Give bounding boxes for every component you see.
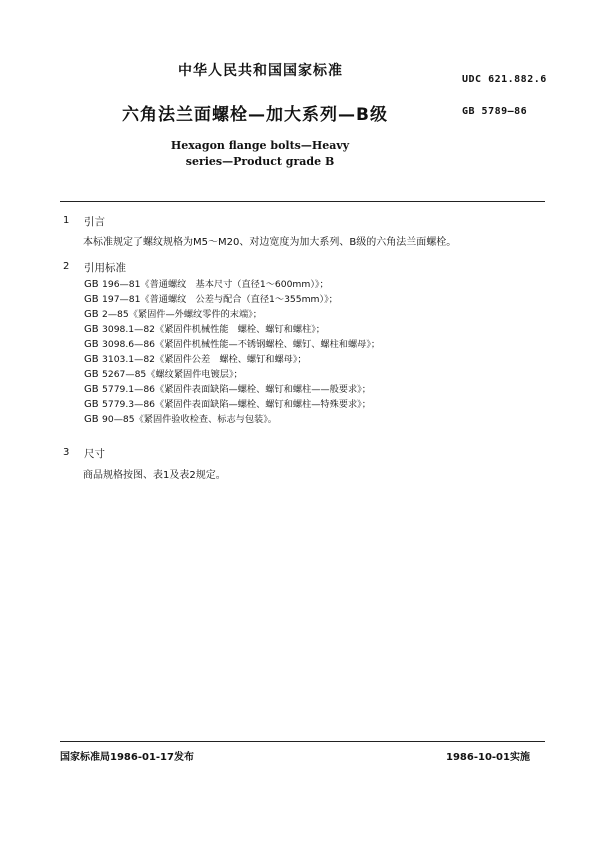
ref-text: 5779.1—86《紧固件表面缺陷—螺栓、螺钉和螺柱——般要求》；: [102, 384, 371, 395]
top-divider: [60, 201, 545, 202]
list-item: [84, 367, 380, 382]
ref-prefix: GB: [84, 414, 99, 425]
title-en-line1: Hexagon flange bolts—Heavy: [170, 139, 350, 152]
udc-code: UDC 621.882.6: [462, 74, 547, 85]
list-item: [84, 292, 380, 307]
effective-date: 1986-10-01实施: [446, 752, 530, 763]
list-item: [84, 277, 380, 292]
section-1-title: 引言: [84, 216, 105, 228]
ref-prefix: GB: [84, 354, 99, 365]
section-2-number: 2: [63, 261, 70, 272]
section-3-number: 3: [63, 447, 70, 458]
standard-title-en: [0, 138, 520, 170]
ref-text: 196—81《普通螺纹 基本尺寸（直径1～600mm）》；: [102, 279, 329, 290]
ref-text: 3098.1—82《紧固件机械性能 螺栓、螺钉和螺柱》；: [102, 324, 325, 335]
ref-prefix: GB: [84, 399, 99, 410]
standard-title-zh: 六角法兰面螺栓—加大系列—B级: [122, 105, 388, 125]
list-item: [84, 352, 380, 367]
issue-date: 国家标准局1986-01-17发布: [60, 752, 194, 763]
ref-prefix: GB: [84, 309, 99, 320]
ref-prefix: GB: [84, 324, 99, 335]
ref-text: 3098.6—86《紧固件机械性能—不锈钢螺栓、螺钉、螺柱和螺母》；: [102, 339, 381, 350]
section-2-title: 引用标准: [84, 262, 126, 274]
ref-text: 197—81《普通螺纹 公差与配合（直径1～355mm）》；: [102, 294, 338, 305]
list-item: [84, 307, 380, 322]
ref-prefix: GB: [84, 369, 99, 380]
ref-text: 2—85《紧固件—外螺纹零件的末端》；: [102, 309, 262, 320]
national-standard-heading: 中华人民共和国国家标准: [178, 63, 343, 79]
list-item: [84, 322, 380, 337]
ref-prefix: GB: [84, 294, 99, 305]
gb-number: GB 5789—86: [462, 106, 528, 117]
ref-text: 90—85《紧固件验收检查、标志与包装》。: [102, 414, 277, 425]
ref-prefix: GB: [84, 279, 99, 290]
list-item: [84, 337, 380, 352]
ref-prefix: GB: [84, 384, 99, 395]
ref-text: 3103.1—82《紧固件公差 螺栓、螺钉和螺母》；: [102, 354, 307, 365]
list-item: [84, 382, 380, 397]
section-3-text: 商品规格按图、表1及表2规定。: [83, 470, 226, 481]
list-item: [84, 412, 380, 427]
ref-text: 5267—85《螺纹紧固件电镀层》；: [102, 369, 243, 380]
section-1-text: 本标准规定了螺纹规格为M5～M20、对边宽度为加大系列、B级的六角法兰面螺栓。: [83, 237, 457, 248]
section-1-number: 1: [63, 215, 70, 226]
list-item: [84, 397, 380, 412]
reference-list: [84, 277, 380, 427]
ref-text: 5779.3—86《紧固件表面缺陷—螺栓、螺钉和螺柱—特殊要求》；: [102, 399, 371, 410]
title-en-line2: series—Product grade B: [185, 155, 335, 168]
section-3-title: 尺寸: [84, 448, 105, 460]
ref-prefix: GB: [84, 339, 99, 350]
bottom-divider: [60, 741, 545, 742]
